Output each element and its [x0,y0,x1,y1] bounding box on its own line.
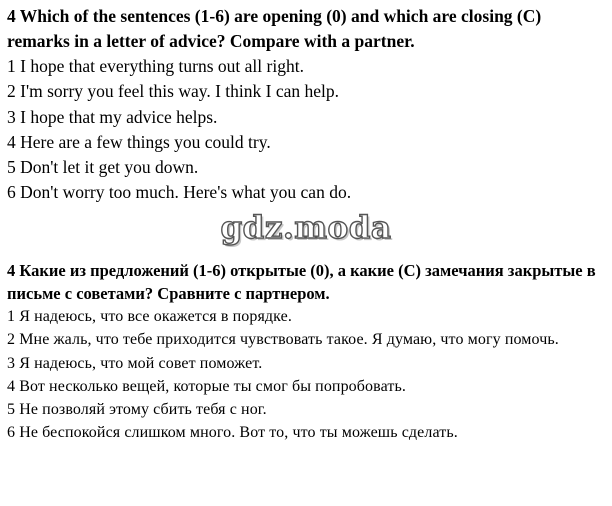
english-sentence-6: 6 Don't worry too much. Here's what you can do. [7,182,352,203]
watermark-logo: gdz.moda [220,210,392,246]
english-sentence-4: 4 Here are a few things you could try. [7,131,271,152]
english-sentence-5: 5 Don't let it get you down. [7,157,199,178]
russian-task-heading: 4 Какие из предложений (1-6) открытые (0), а какие (С) замечания закрытые в письме с советами? Сравните с партнером. [7,261,596,303]
english-sentence-3: 3 I hope that my advice helps. [7,106,218,127]
russian-sentence-1: 1 Я надеюсь, что все окажется в порядке. [7,308,292,325]
russian-sentence-3: 3 Я надеюсь, что мой совет поможет. [7,354,263,372]
english-exercise [7,4,606,206]
russian-translation [7,259,606,445]
russian-sentence-4: 4 Вот несколько вещей, которые ты смог бы попробовать. [7,377,406,395]
english-task-heading: 4 Which of the sentences (1-6) are opening (0) and which are closing (C) remarks in a letter of advice? Compare with a partner. [7,6,542,51]
russian-sentence-2: 2 Мне жаль, что тебе приходится чувствовать такое. Я думаю, что могу помочь. [7,331,559,349]
russian-sentence-6: 6 Не беспокойся слишком много. Вот то, что ты можешь сделать. [7,424,458,442]
english-sentence-2: 2 I'm sorry you feel this way. I think I can help. [7,81,340,102]
english-sentence-1: 1 I hope that everything turns out all right. [7,56,304,76]
russian-sentence-5: 5 Не позволяй этому сбить тебя с ног. [7,401,267,419]
